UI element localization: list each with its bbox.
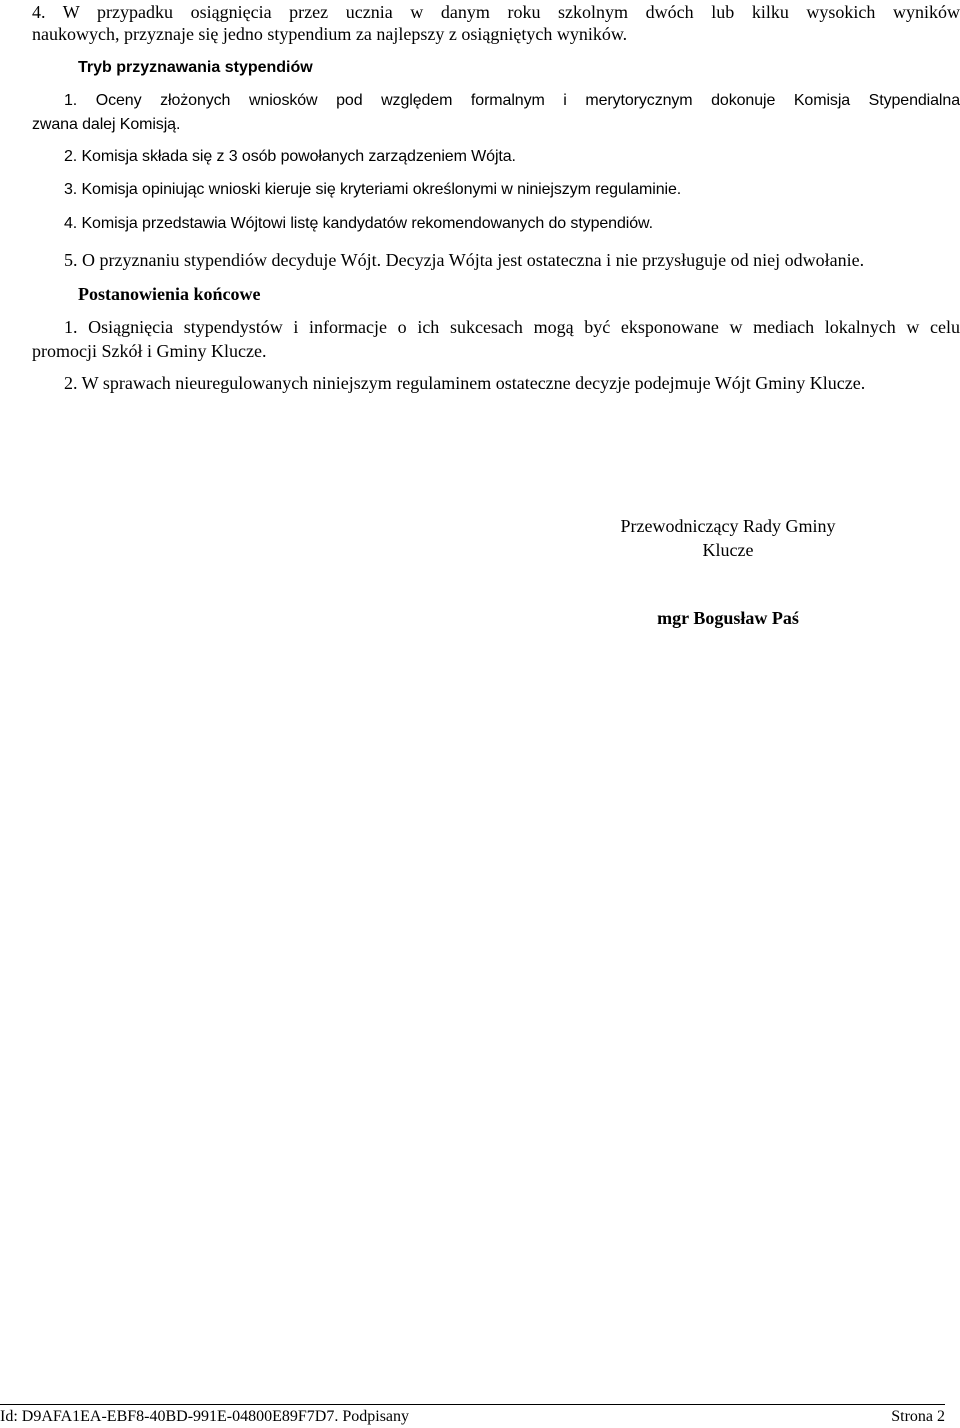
final-point1-line2: promocji Szkół i Gminy Klucze. [32, 341, 267, 361]
signature-title-line1: Przewodniczący Rady Gminy [620, 516, 836, 536]
final-point2: 2. W sprawach nieuregulowanych niniejszym regulaminem ostateczne decyzje podejmuje Wójt Gminy Klucze. [64, 373, 866, 393]
procedure-point3: 3. Komisja opiniując wnioski kieruje się kryteriami określonymi w niniejszym regulaminie. [64, 181, 682, 198]
footer-divider [0, 1404, 945, 1405]
awards-point4-line1: 4. W przypadku osiągnięcia przez ucznia w danym roku szkolnym dwóch lub kilku wysokich wyników [32, 2, 960, 22]
procedure-point1-line2: zwana dalej Komisją. [32, 116, 181, 133]
final-heading: Postanowienia końcowe [78, 284, 261, 304]
signature-title-line2: Klucze [702, 540, 754, 560]
procedure-point5: 5. O przyznaniu stypendiów decyduje Wójt. Decyzja Wójta jest ostateczna i nie przysługuje od niej odwołanie. [64, 250, 865, 270]
final-point1-line1: 1. Osiągnięcia stypendystów i informacje o ich sukcesach mogą być eksponowane w mediach lokalnych w celu [64, 317, 960, 337]
footer-page-number: Strona 2 [891, 1408, 945, 1425]
procedure-point4: 4. Komisja przedstawia Wójtowi listę kandydatów rekomendowanych do stypendiów. [64, 215, 653, 232]
footer-document-id: Id: D9AFA1EA-EBF8-40BD-991E-04800E89F7D7. Podpisany [0, 1408, 410, 1425]
procedure-point2: 2. Komisja składa się z 3 osób powołanych zarządzeniem Wójta. [64, 148, 516, 165]
procedure-heading: Tryb przyznawania stypendiów [78, 59, 313, 76]
awards-point4-line2: naukowych, przyznaje się jedno stypendium za najlepszy z osiągniętych wyników. [32, 24, 628, 44]
signature-name: mgr Bogusław Paś [657, 608, 799, 628]
procedure-point1-line1: 1. Oceny złożonych wniosków pod względem formalnym i merytorycznym dokonuje Komisja Stypendialna [64, 92, 960, 109]
